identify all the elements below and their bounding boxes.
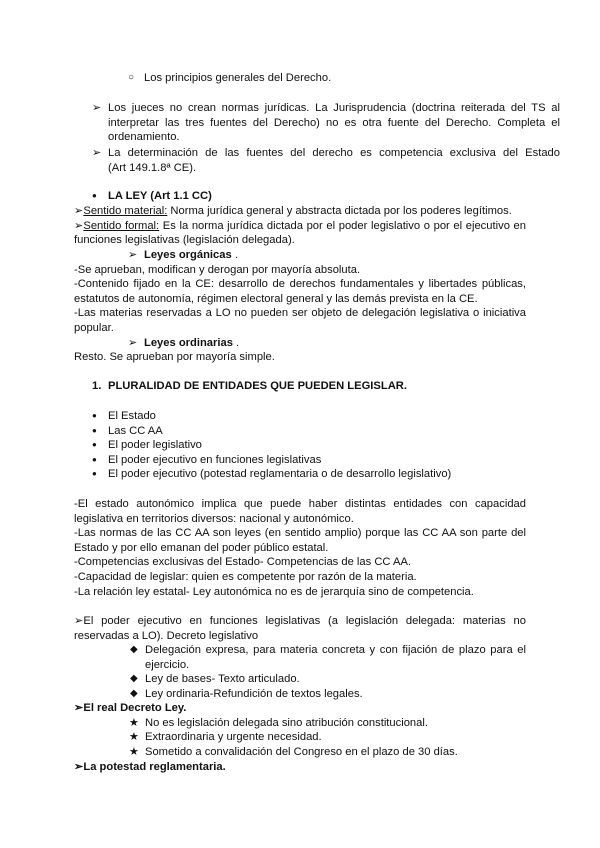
- organicas-period: .: [235, 249, 239, 261]
- ordinarias-text: Resto. Se aprueban por mayoría simple.: [74, 351, 275, 363]
- bullet-dot-icon: ●: [92, 440, 97, 449]
- organicas-line-3: estatutos de autonomía, régimen electoral general y las demás prevista en la CE.: [74, 293, 478, 305]
- arrow-bullet-icon: ➢: [128, 337, 138, 349]
- formal-label: Sentido formal:: [83, 220, 160, 232]
- decreto-ley-heading: ➢El real Decreto Ley.: [74, 702, 187, 714]
- potestad-heading: ➢La potestad reglamentaria.: [74, 761, 226, 773]
- jueces-line-3: ordenamiento.: [108, 131, 180, 143]
- pluralidad-para-line-5: -Competencias exclusivas del Estado- Competencias de las CC AA.: [74, 556, 412, 568]
- jueces-line-1: Los jueces no crean normas jurídicas. La Jurisprudencia (doctrina reiterada del TS al: [108, 102, 560, 114]
- organicas-heading-text: Leyes orgánicas: [144, 249, 232, 261]
- pluralidad-heading-text: PLURALIDAD DE ENTIDADES QUE PUEDEN LEGISLAR.: [108, 380, 407, 392]
- material-label: Sentido material:: [83, 205, 168, 217]
- arrow-bullet-icon: ➢: [74, 702, 84, 714]
- organicas-line-1: -Se aprueban, modifican y derogan por mayoría absoluta.: [74, 264, 361, 276]
- diamond-bullet-icon: ◆: [130, 673, 138, 684]
- material-text: Norma jurídica general y abstracta dictada por los poderes legítimos.: [167, 205, 512, 217]
- bullet-dot-icon: ●: [92, 469, 97, 478]
- ejecutivo-line-2: reservadas a LO). Decreto legislativo: [74, 630, 259, 642]
- pluralidad-para-line-3: -Las normas de las CC AA son leyes (en sentido amplio) porque las CC AA son parte del: [74, 527, 526, 539]
- diamond-continuation: ejercicio.: [145, 659, 190, 671]
- competencia-line-2: (Art 149.1.8ª CE).: [108, 162, 197, 174]
- pluralidad-para-line-7: -La relación ley estatal- Ley autonómica no es de jerarquía sino de competencia.: [74, 586, 474, 598]
- formal-line-2: funciones legislativas (legislación delegada).: [74, 234, 295, 246]
- diamond-bullet-icon: ◆: [130, 688, 138, 699]
- bullet-dot-icon: ●: [92, 426, 97, 435]
- arrow-bullet-icon: ➢: [92, 147, 102, 159]
- star-bullet-icon: ★: [129, 717, 139, 729]
- circle-bullet-icon: ○: [128, 72, 135, 83]
- diamond-bullet-icon: ◆: [130, 644, 138, 655]
- arrow-bullet-icon: ➢: [128, 249, 138, 261]
- organicas-line-4: -Las materias reservadas a LO no pueden ser objeto de delegación legislativa o iniciativa: [74, 307, 526, 319]
- star-bullet-icon: ★: [129, 731, 139, 743]
- bullet-dot-icon: ●: [92, 411, 97, 420]
- arrow-bullet-icon: ➢: [74, 615, 84, 627]
- organicas-line-5: popular.: [74, 322, 114, 334]
- jueces-line-2: interpretar las tres fuentes del Derecho) no es otra fuente del Derecho. Completa el: [108, 117, 560, 129]
- ordinarias-period: .: [236, 337, 240, 349]
- ordinarias-heading-text: Leyes ordinarias: [144, 337, 233, 349]
- star-bullet-icon: ★: [129, 746, 139, 758]
- principios-text: Los principios generales del Derecho.: [144, 72, 332, 84]
- formal-line-1: [74, 219, 526, 233]
- pluralidad-para-line-1: -El estado autonómico implica que puede haber distintas entidades con capacidad: [74, 498, 526, 510]
- bullet-dot-icon: ●: [92, 191, 97, 200]
- pluralidad-para-line-4: Estado y por ello emanan del poder público estatal.: [74, 542, 329, 554]
- pluralidad-para-line-2: legislativa en territorios diversos: nacional y autonómico.: [74, 513, 354, 525]
- organicas-line-2: -Contenido fijado en la CE: desarrollo de derechos fundamentales y libertades públicas,: [74, 278, 526, 290]
- pluralidad-para-line-6: -Capacidad de legislar: quien es competente por razón de la materia.: [74, 571, 417, 583]
- competencia-line-1: La determinación de las fuentes del derecho es competencia exclusiva del Estado: [108, 147, 560, 159]
- ley-heading-text: LA LEY (Art 1.1 CC): [108, 190, 212, 202]
- formal-text-1: Es la norma jurídica dictada por el poder legislativo o por el ejecutivo en: [159, 220, 526, 232]
- pluralidad-number: 1.: [92, 380, 102, 392]
- arrow-bullet-icon: ➢: [74, 205, 84, 217]
- arrow-bullet-icon: ➢: [92, 102, 102, 114]
- sentido-material: [74, 204, 600, 218]
- ejecutivo-line-1: ➢El poder ejecutivo en funciones legislativas (a legislación delegada: materias no: [74, 615, 526, 627]
- bullet-dot-icon: ●: [92, 455, 97, 464]
- arrow-bullet-icon: ➢: [74, 761, 84, 773]
- arrow-bullet-icon: ➢: [74, 220, 84, 232]
